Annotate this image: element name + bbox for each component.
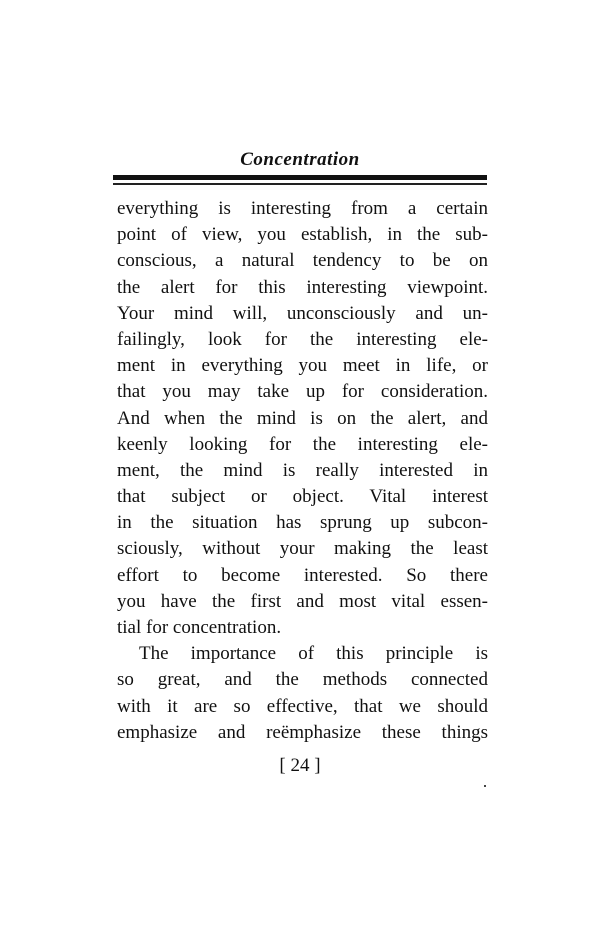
text-line: point of view, you establish, in the sub- [117, 224, 488, 246]
text-line: failingly, look for the interesting ele- [117, 328, 488, 350]
text-line: in the situation has sprung up subcon- [117, 512, 488, 534]
text-line: conscious, a natural tendency to be on [117, 250, 488, 272]
running-header: Concentration [240, 149, 360, 170]
scan-speck [484, 785, 486, 787]
text-line: so great, and the methods connected [117, 669, 488, 691]
text-line: emphasize and reëmphasize these things [117, 721, 488, 743]
text-line: The importance of this principle is [139, 643, 488, 665]
page-number: [ 24 ] [279, 755, 321, 776]
text-line: ment in everything you meet in life, or [117, 355, 488, 377]
text-line: with it are so effective, that we should [117, 695, 488, 717]
text-line: Your mind will, unconsciously and un- [117, 302, 488, 324]
text-line: that you may take up for consideration. [117, 381, 488, 403]
text-line: keenly looking for the interesting ele- [117, 433, 488, 455]
header-rule-thick [113, 175, 487, 180]
text-line: sciously, without your making the least [117, 538, 488, 560]
text-line: that subject or object. Vital interest [117, 486, 488, 508]
text-line: effort to become interested. So there [117, 564, 488, 586]
text-line: the alert for this interesting viewpoint. [117, 276, 488, 298]
text-line: And when the mind is on the alert, and [117, 407, 488, 429]
text-line: you have the first and most vital essen- [117, 590, 488, 612]
text-line: everything is interesting from a certain [117, 198, 488, 219]
body-text [117, 196, 488, 746]
text-line: ment, the mind is really interested in [117, 459, 488, 481]
text-line: tial for concentration. [117, 617, 282, 638]
header-rule-thin [113, 183, 487, 185]
